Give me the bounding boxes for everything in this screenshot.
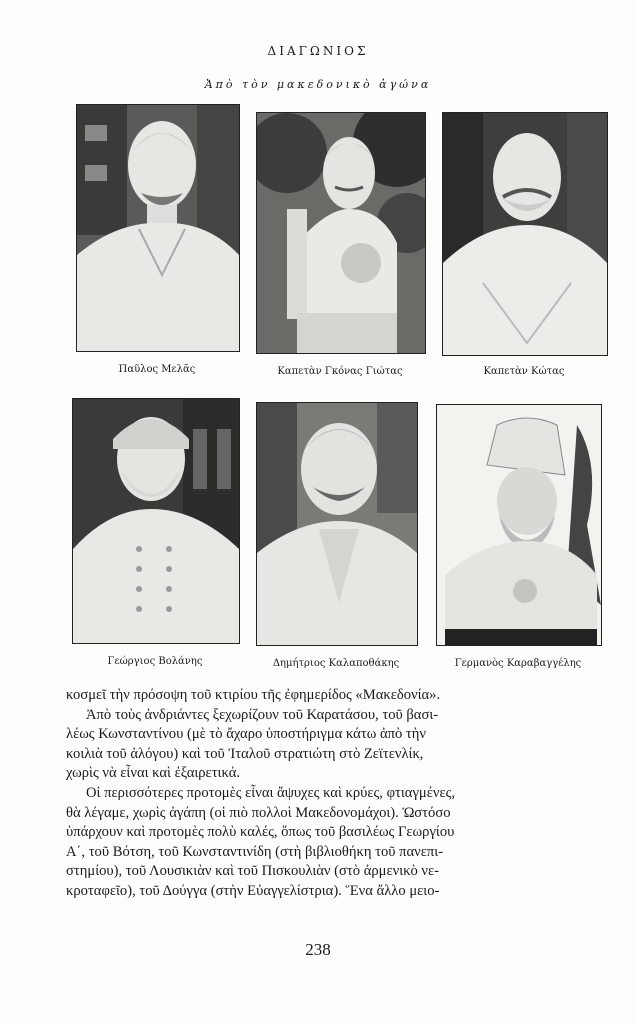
caption-2: Καπετὰν Γκόνας Γιώτας (277, 366, 403, 377)
body-line: Ἀπὸ τοὺς ἀνδριάντες ξεχωρίζουν τοῦ Καρατάσου, τοῦ βασι- (86, 706, 439, 723)
body-line: λέως Κωνσταντίνου (μὲ τὸ ἄχαρο ὑποστήριγμα κάτω ἀπὸ τὴν (66, 726, 426, 743)
photo-bust-5 (256, 402, 418, 646)
caption-4: Γεώργιος Βολάνης (107, 656, 203, 667)
photo-bust-6 (436, 404, 602, 646)
photo-bust-1 (76, 104, 240, 352)
body-line: θὰ λέγαμε, χωρὶς ἀγάπη (οἱ πιὸ πολλοὶ Μακεδονομάχοι). Ὡστόσο (66, 804, 451, 821)
caption-1: Παῦλος Μελᾶς (118, 364, 196, 375)
body-line: Α΄, τοῦ Βότση, τοῦ Κωνσταντινίδη (στὴ βιβλιοθήκη τοῦ πανεπι- (66, 843, 444, 860)
page-header: ΔΙΑΓΩΝΙΟΣ (267, 44, 369, 58)
body-line: Οἱ περισσότερες προτομὲς εἶναι ἄψυχες καὶ κρύες, φτιαγμένες, (86, 784, 456, 801)
page-number: 238 (305, 940, 331, 959)
photo-bust-2 (256, 112, 426, 354)
body-line: κροταφεῖο), τοῦ Δούγγα (στὴν Εὐαγγελίστρια). Ἕνα ἄλλο μειο- (66, 882, 440, 899)
body-text (66, 686, 606, 902)
body-line: χωρὶς νὰ εἶναι καὶ ἐξαιρετικά. (66, 765, 240, 782)
body-line: κοιλιὰ τοῦ ἀλόγου) καὶ τοῦ Ἰταλοῦ στρατιώτη στὸ Ζεϊτενλίκ, (66, 745, 424, 762)
caption-5: Δημήτριος Καλαποθάκης (272, 658, 400, 669)
body-line: κοσμεῖ τὴν πρόσοψη τοῦ κτιρίου τῆς ἐφημερίδος «Μακεδονία». (66, 687, 441, 703)
photo-bust-3 (442, 112, 608, 356)
photo-bust-4 (72, 398, 240, 644)
page-subheader: Ἀπὸ τὸν μακεδονικὸ ἀγώνα (204, 78, 432, 91)
body-line: ὑπάρχουν καὶ προτομὲς πολὺ καλές, ὅπως τοῦ βασιλέως Γεωργίου (66, 824, 455, 841)
caption-6: Γερμανὸς Καραβαγγέλης (454, 658, 582, 669)
caption-3: Καπετὰν Κώτας (483, 366, 565, 377)
body-line: στημίου), τοῦ Λουσικιὰν καὶ τοῦ Πισκουλιὰν (στὸ ἀρμενικὸ νε- (66, 863, 440, 880)
